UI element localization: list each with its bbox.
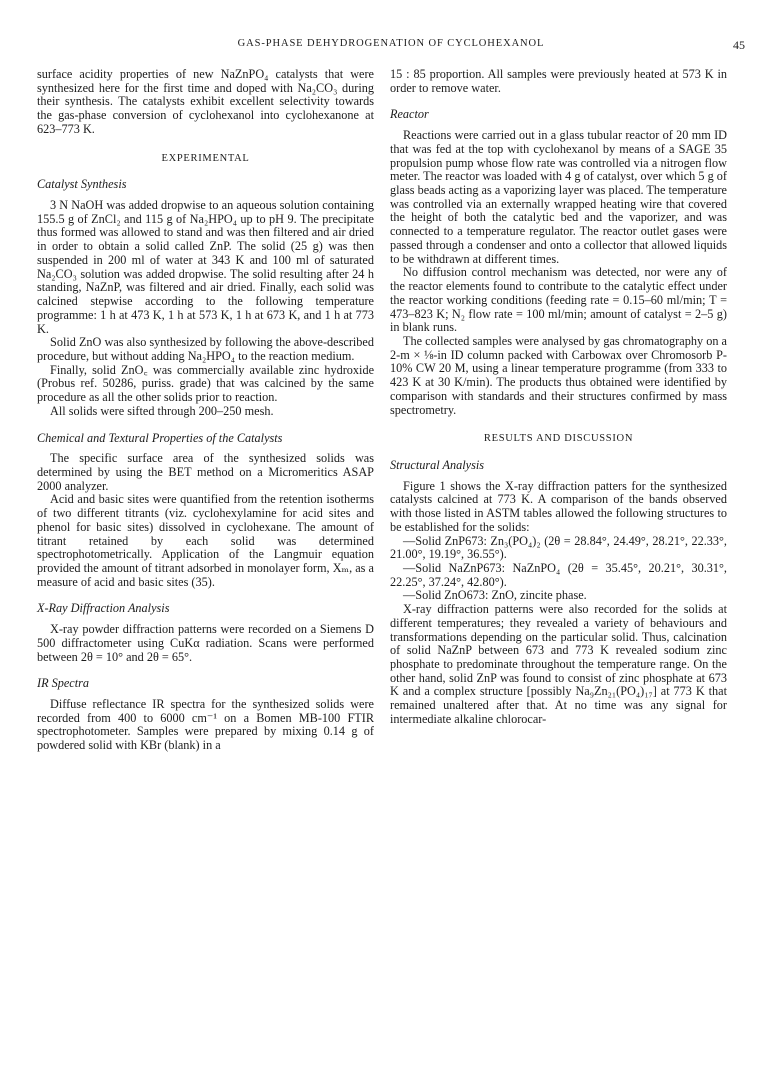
chemical-properties-paragraph-2: Acid and basic sites were quantified from the retention isotherms of two different titrants (viz. cyclohexylamine for acid sites and phenol for basic sites) dissolved in cyclohexane. The amount of titrant retained by each solid was determined spectrophotometrically. Application of the Langmuir equation provided the amount of titrant adsorbed in monolayer form, Xₘ, as a measure of acid and basic sites (35). — [37, 492, 374, 589]
catalyst-synthesis-heading: Catalyst Synthesis — [37, 177, 127, 192]
reactor-heading: Reactor — [390, 107, 429, 122]
structural-analysis-heading: Structural Analysis — [390, 457, 485, 472]
catalyst-synthesis-paragraph-1: 3 N NaOH was added dropwise to an aqueous solution containing 155.5 g of ZnCl₂ and 115 g of Na₂HPO₄ up to pH 9. The precipitate thus formed was allowed to stand and was then filtered and air dried in order to obtain a solid called ZnP. The solid (25 g) was then suspended in 200 ml of water at 343 K and 100 ml of saturated Na₂CO₃ solution was added dropwise. The solid resulting after 24 h standing, NaZnP, was filtered and air dried. Finally, each solid was calcined stepwise according to the following temperature programme: 1 h at 473 K, 1 h at 573 K, 1 h at 673 K, and 1 h at 773 K. — [37, 198, 374, 336]
xray-analysis-heading: X-Ray Diffraction Analysis — [37, 601, 170, 616]
chemical-properties-heading: Chemical and Textural Properties of the Catalysts — [37, 430, 283, 445]
chemical-properties-paragraph-1: The specific surface area of the synthesized solids was determined by using the BET method on a Micromeritics ASAP 2000 analyzer. — [37, 451, 374, 493]
structural-list-item-2: —Solid NaZnP673: NaZnPO₄ (2θ = 35.45°, 20.21°, 30.31°, 22.25°, 37.24°, 42.80°). — [390, 561, 727, 589]
catalyst-synthesis-paragraph-4: All solids were sifted through 200–250 mesh. — [50, 403, 274, 418]
structural-analysis-paragraph-1: Figure 1 shows the X-ray diffraction patters for the synthesized catalysts calcined at 773 K. A comparison of the bands observed with those listed in ASTM tables allowed the following structures to be established for the solids: — [390, 478, 727, 534]
xray-analysis-paragraph: X-ray powder diffraction patterns were recorded on a Siemens D 500 diffractometer using CuKα radiation. Scans were performed between 2θ = 10° and 2θ = 65°. — [37, 622, 374, 664]
ir-spectra-paragraph: Diffuse reflectance IR spectra for the synthesized solids were recorded from 400 to 6000 cm⁻¹ on a Bomen MB-100 FTIR spectrophotometer. Samples were prepared by mixing 0.14 g of powdered solid with KBr (blank) in a — [37, 697, 374, 753]
ir-spectra-continued: 15 : 85 proportion. All samples were previously heated at 573 K in order to remove water. — [390, 67, 727, 95]
structural-list-item-1: —Solid ZnP673: Zn₃(PO₄)₂ (2θ = 28.84°, 24.49°, 28.21°, 22.33°, 21.00°, 19.19°, 36.55°). — [390, 533, 727, 562]
intro-paragraph: surface acidity properties of new NaZnPO₄ catalysts that were synthesized here for the first time and doped with Na₂CO₃ during their synthesis. The catalysts exhibit excellent selectivity towards the gas-phase conversion of cyclohexanol into cyclohexanone at 623–773 K. — [37, 67, 374, 136]
page-header — [37, 38, 745, 54]
page-number: 45 — [733, 38, 745, 52]
reactor-paragraph-1: Reactions were carried out in a glass tubular reactor of 20 mm ID that was fed at the top with cyclohexanol by means of a SAGE 35 propulsion pump whose flow rate was controlled via a nitrogen flow meter. The reactor was loaded with 4 g of catalyst, over which 5 g of glass beads acting as a vaporizing layer was placed. The temperature was controlled via an externally wrapped heating wire that covered the height of both the catalytic bed and the vaporizer, and was connected to a temperature regulator. The reactor outlet gases were passed through a condenser and onto a collector that allowed liquids to be withdrawn at different times. — [390, 128, 727, 266]
structural-analysis-paragraph-2: X-ray diffraction patterns were also recorded for the solids at different temperatures; they revealed a variety of behaviours and transformations depending on the particular solid. Thus, calcination of solid NaZnP between 673 and 773 K revealed sodium zinc phosphate to predominate throughout the temperature range. On the other hand, solid ZnP was found to consist of zinc phosphate at 673 K and a complex structure [possibly Na₉Zn₂₁(PO₄)₁₇] at 773 K that remained unaltered after that. At no time was any signal for intermediate alkaline chlorocar- — [390, 602, 727, 726]
structural-list-item-3: —Solid ZnO673: ZnO, zincite phase. — [403, 588, 587, 603]
ir-spectra-heading: IR Spectra — [37, 676, 90, 691]
running-title: GAS-PHASE DEHYDROGENATION OF CYCLOHEXANOL — [237, 38, 545, 49]
experimental-heading: EXPERIMENTAL — [161, 152, 250, 164]
left-column — [37, 68, 374, 753]
catalyst-synthesis-paragraph-2: Solid ZnO was also synthesized by following the above-described procedure, but without adding Na₂HPO₄ to the reaction medium. — [37, 335, 374, 363]
results-discussion-heading: RESULTS AND DISCUSSION — [483, 433, 634, 445]
reactor-paragraph-2: No diffusion control mechanism was detected, nor were any of the reactor elements found to contribute to the catalytic effect under the reactor working conditions (feeding rate = 0.15–60 ml/min; T = 473–823 K; N₂ flow rate = 100 ml/min; amount of catalyst = 2–5 g) in blank runs. — [390, 265, 727, 335]
reactor-paragraph-3: The collected samples were analysed by gas chromatography on a 2-m × ⅛-in ID column packed with Carbowax over Chromosorb P-10% CW 20 M, using a linear temperature programme (from 333 to 423 K at 30 K/min). The products thus obtained were identified by comparison with standards and their structures confirmed by mass spectrometry. — [390, 333, 727, 417]
right-column — [390, 68, 727, 727]
catalyst-synthesis-paragraph-3: Finally, solid ZnO꜀ was commercially available zinc hydroxide (Probus ref. 50286, puriss. grade) that was calcined by the same procedure as all the other solids prior to reaction. — [37, 362, 374, 405]
